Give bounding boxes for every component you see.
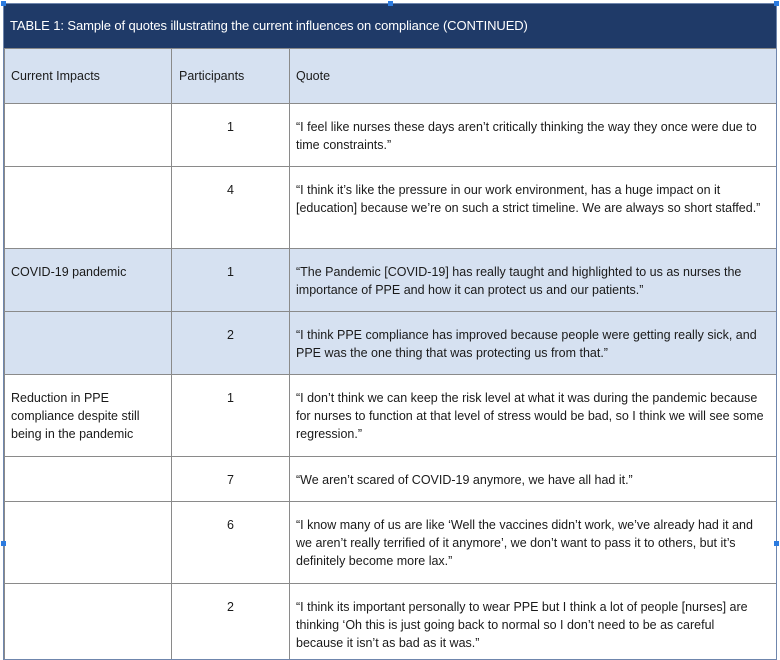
impact-cell — [5, 502, 172, 584]
quote-cell: “I think it’s like the pressure in our work environment, has a huge impact on it [education] because we’re on such a strict timeline. We are always so short staffed.” — [290, 167, 778, 249]
impact-cell — [5, 457, 172, 502]
impact-cell: Reduction in PPE compliance despite still being in the pandemic — [5, 375, 172, 457]
participants-cell: 6 — [172, 502, 290, 584]
quote-cell: “We aren’t scared of COVID-19 anymore, we have all had it.” — [290, 457, 778, 502]
table-header-row — [5, 49, 778, 104]
selection-handle-top-left[interactable] — [1, 1, 6, 6]
participants-cell: 2 — [172, 584, 290, 660]
participants-cell: 1 — [172, 249, 290, 312]
header-quote: Quote — [290, 49, 778, 104]
quotes-table — [4, 48, 777, 660]
participants-cell: 7 — [172, 457, 290, 502]
table-frame — [3, 3, 777, 660]
selection-handle-middle-left[interactable] — [1, 541, 6, 546]
impact-cell — [5, 312, 172, 375]
impact-cell — [5, 104, 172, 167]
table-row — [5, 104, 778, 167]
quote-cell: “I think PPE compliance has improved because people were getting really sick, and PPE was the one thing that was protecting us from that.” — [290, 312, 778, 375]
impact-cell — [5, 167, 172, 249]
quote-cell: “I don’t think we can keep the risk level at what it was during the pandemic because for nurses to function at that level of stress would be bad, so I think we will see some regression.” — [290, 375, 778, 457]
table-row — [5, 375, 778, 457]
header-participants: Participants — [172, 49, 290, 104]
table-row — [5, 312, 778, 375]
table-row — [5, 457, 778, 502]
table-row — [5, 167, 778, 249]
table-row — [5, 249, 778, 312]
participants-cell: 4 — [172, 167, 290, 249]
participants-cell: 1 — [172, 375, 290, 457]
participants-cell: 1 — [172, 104, 290, 167]
participants-cell: 2 — [172, 312, 290, 375]
quote-cell: “The Pandemic [COVID-19] has really taught and highlighted to us as nurses the importance of PPE and how it can protect us and our patients.” — [290, 249, 778, 312]
selection-handle-top-center[interactable] — [388, 1, 393, 6]
impact-cell: COVID-19 pandemic — [5, 249, 172, 312]
quote-cell: “I know many of us are like ‘Well the vaccines didn’t work, we’ve already had it and we aren’t really terrified of it anymore’, we don’t want to pass it to others, but it’s definitely become more lax.” — [290, 502, 778, 584]
table-row — [5, 502, 778, 584]
selection-handle-top-right[interactable] — [774, 1, 779, 6]
table-title: TABLE 1: Sample of quotes illustrating the current influences on compliance (CONTINUED) — [4, 4, 776, 48]
quote-cell: “I think its important personally to wear PPE but I think a lot of people [nurses] are thinking ‘Oh this is just going back to normal so I don’t need to be as careful because it isn’t as bad as it was.” — [290, 584, 778, 660]
selection-handle-middle-right[interactable] — [774, 541, 779, 546]
quote-cell: “I feel like nurses these days aren’t critically thinking the way they once were due to time constraints.” — [290, 104, 778, 167]
impact-cell — [5, 584, 172, 660]
table-row — [5, 584, 778, 660]
header-current-impacts: Current Impacts — [5, 49, 172, 104]
